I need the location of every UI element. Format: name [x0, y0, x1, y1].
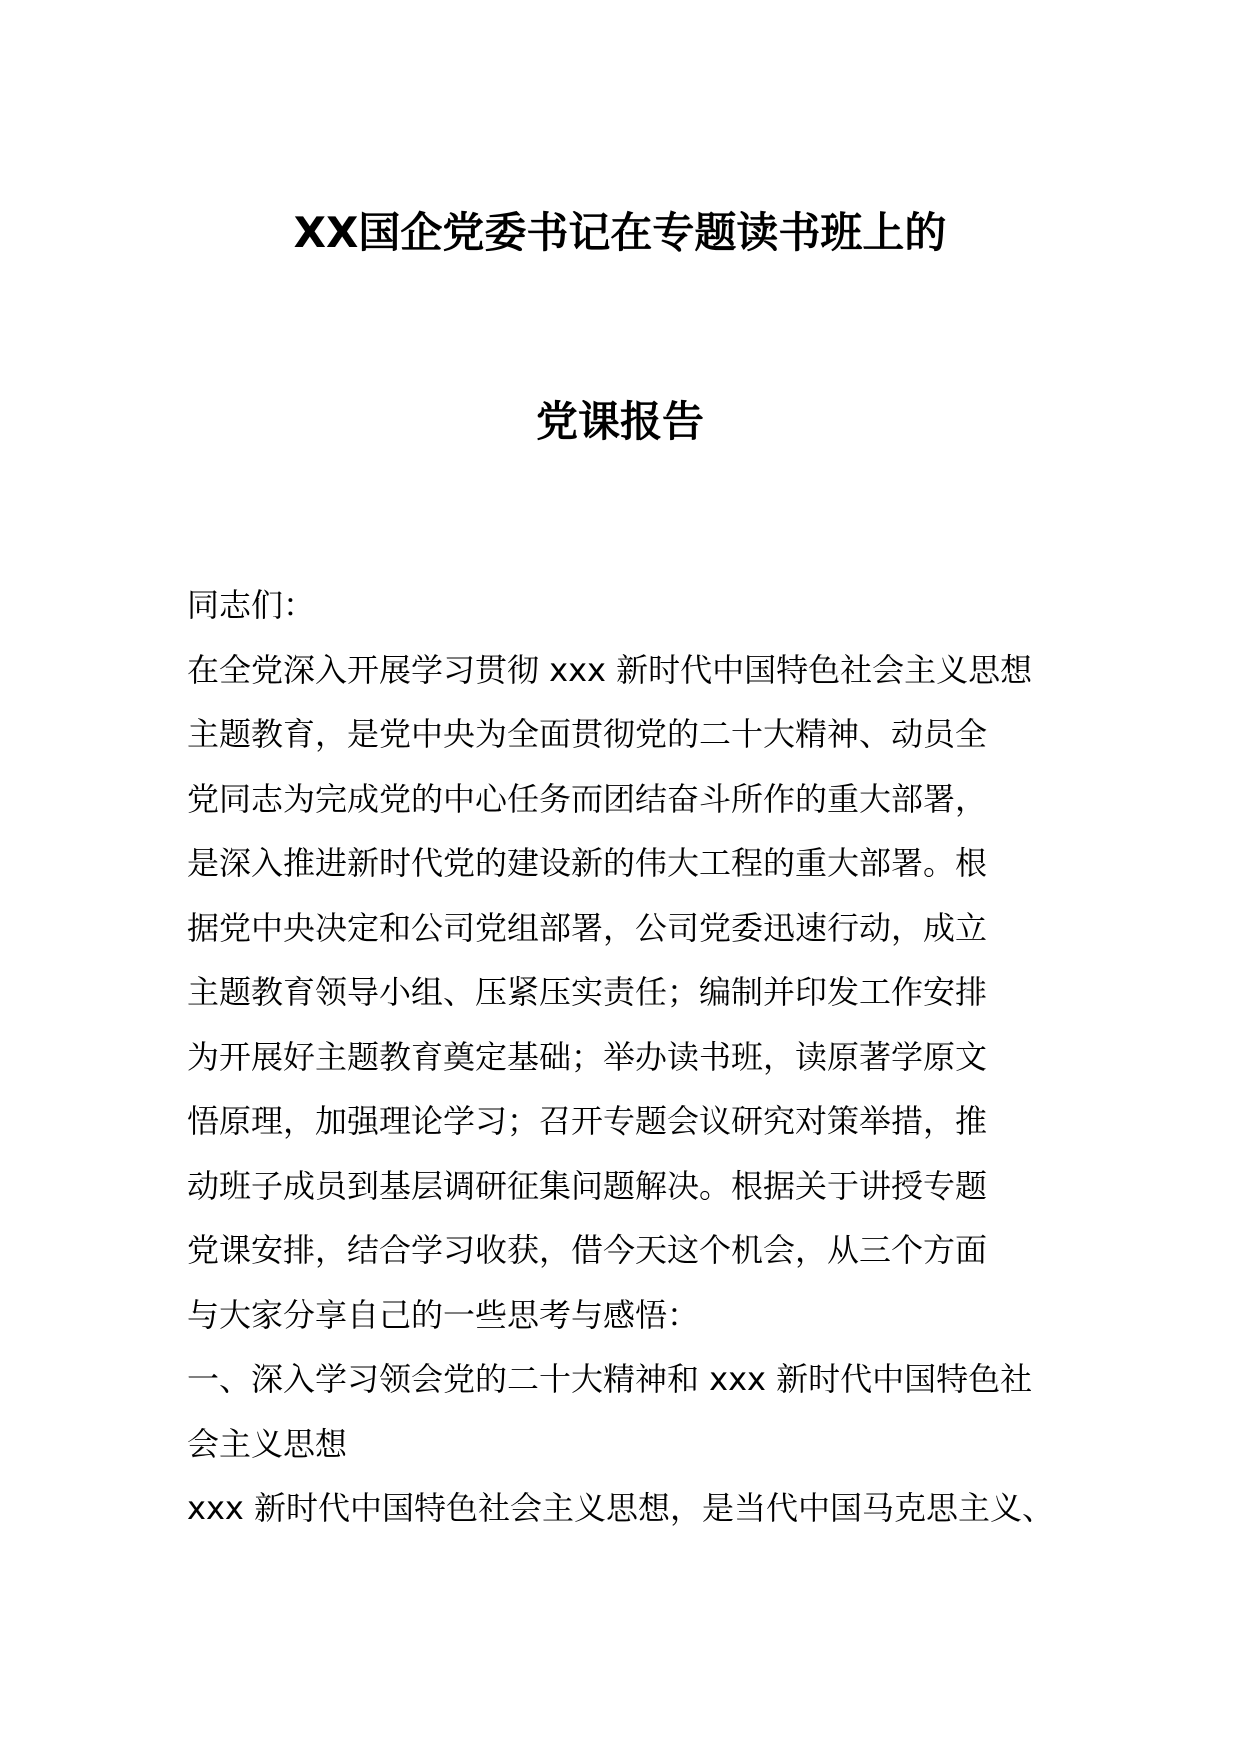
- body-line: 动班子成员到基层调研征集问题解决。根据关于讲授专题: [187, 1166, 988, 1205]
- body-line: 悟原理，加强理论学习；召开专题会议研究对策举措，推: [187, 1102, 988, 1140]
- body-line: 是深入推进新时代党的建设新的伟大工程的重大部署。根: [187, 844, 988, 882]
- document-body: [187, 573, 1067, 1541]
- body-line: 党同志为完成党的中心任务而团结奋斗所作的重大部署，: [187, 779, 988, 818]
- section-heading-line: 一、深入学习领会党的二十大精神和 xxx 新时代中国特色社: [187, 1360, 1033, 1398]
- body-line: 与大家分享自己的一些思考与感悟：: [187, 1295, 700, 1334]
- body-line: 主题教育，是党中央为全面贯彻党的二十大精神、动员全: [187, 715, 988, 753]
- body-line: 在全党深入开展学习贯彻 xxx 新时代中国特色社会主义思想: [187, 650, 1033, 689]
- body-line: 主题教育领导小组、压紧压实责任；编制并印发工作安排: [187, 973, 988, 1011]
- section-heading-line: 会主义思想: [187, 1424, 348, 1463]
- body-line: 据党中央决定和公司党组部署，公司党委迅速行动，成立: [187, 908, 988, 947]
- salutation: 同志们：: [187, 586, 316, 624]
- document-title-line-1: XX国企党委书记在专题读书班上的: [293, 208, 947, 257]
- body-line: 党课安排，结合学习收获，借今天这个机会，从三个方面: [187, 1231, 988, 1269]
- document-title-line-2: 党课报告: [535, 397, 704, 446]
- body-line: xxx 新时代中国特色社会主义思想，是当代中国马克思主义、: [187, 1489, 1054, 1527]
- body-line: 为开展好主题教育奠定基础；举办读书班，读原著学原文: [187, 1037, 988, 1076]
